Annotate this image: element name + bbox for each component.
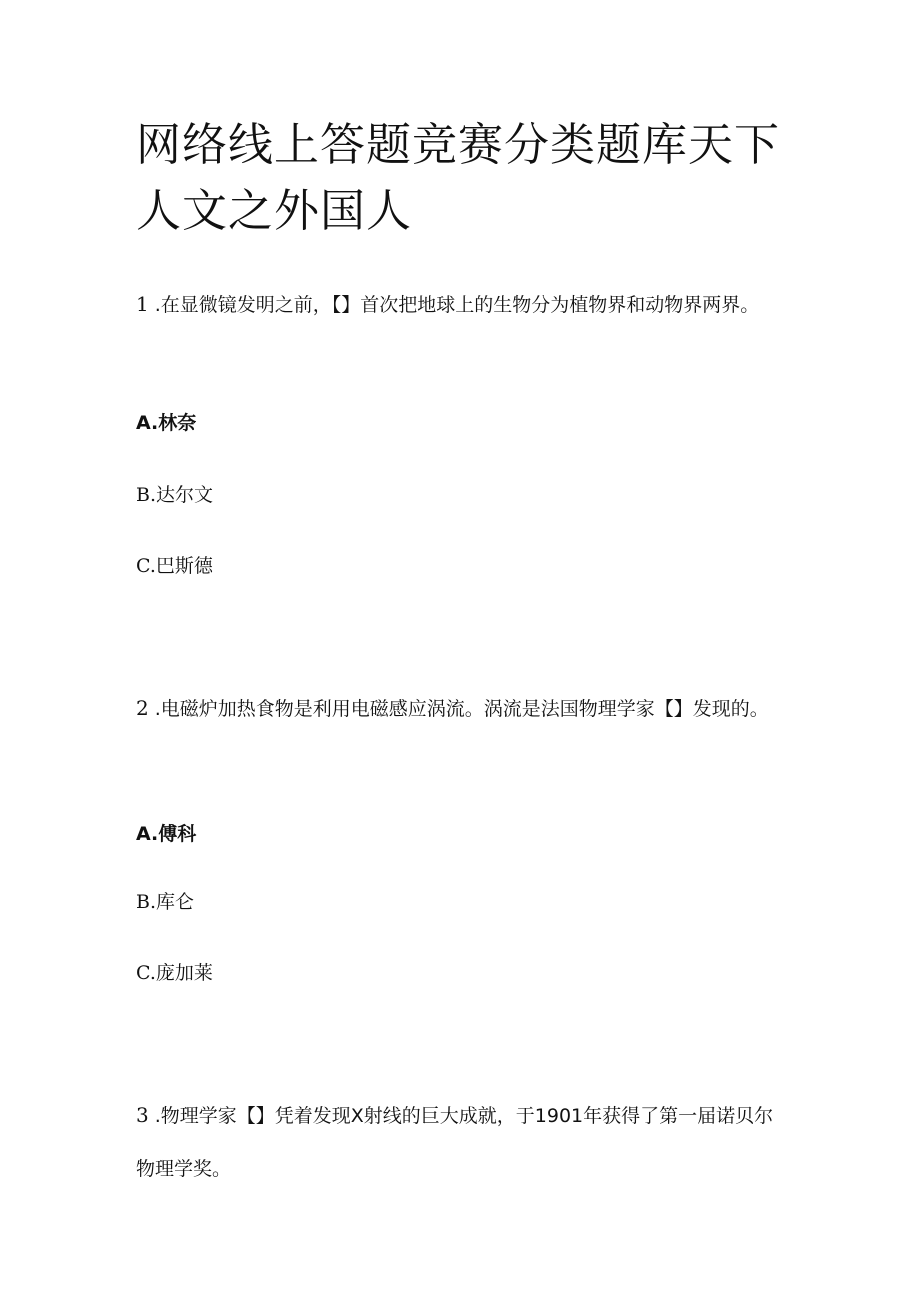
question-1-option-c [136, 553, 213, 579]
option-letter: C. [136, 962, 156, 984]
question-2 [136, 682, 786, 736]
option-letter: A. [136, 823, 159, 845]
option-text: 傅科 [158, 823, 197, 845]
question-3 [136, 1089, 786, 1196]
question-text: .在显微镜发明之前，【】首次把地球上的生物分为植物界和动物界两界。 [154, 294, 760, 316]
option-letter: B. [136, 891, 157, 913]
question-1-option-b [136, 482, 213, 508]
option-letter: B. [136, 484, 157, 506]
question-1-option-a [136, 410, 196, 436]
question-1 [136, 278, 786, 332]
question-number: 3 [136, 1103, 149, 1127]
question-text: .物理学家【】凭着发现X射线的巨大成就，于1901年获得了第一届诺贝尔物理学奖。 [136, 1105, 774, 1180]
document-title: 网络线上答题竞赛分类题库天下人文之外国人 [136, 118, 781, 237]
question-2-option-c [136, 960, 213, 986]
question-text: .电磁炉加热食物是利用电磁感应涡流。涡流是法国物理学家【】发现的。 [154, 698, 769, 720]
option-text: 林奈 [158, 412, 197, 434]
question-2-option-b [136, 889, 194, 915]
question-number: 2 [136, 696, 149, 720]
option-letter: C. [136, 555, 156, 577]
option-text: 巴斯德 [155, 555, 213, 577]
option-text: 达尔文 [156, 484, 214, 506]
option-letter: A. [136, 412, 159, 434]
question-2-option-a [136, 821, 196, 847]
question-number: 1 [136, 292, 149, 316]
option-text: 庞加莱 [155, 962, 213, 984]
option-text: 库仑 [156, 891, 195, 913]
